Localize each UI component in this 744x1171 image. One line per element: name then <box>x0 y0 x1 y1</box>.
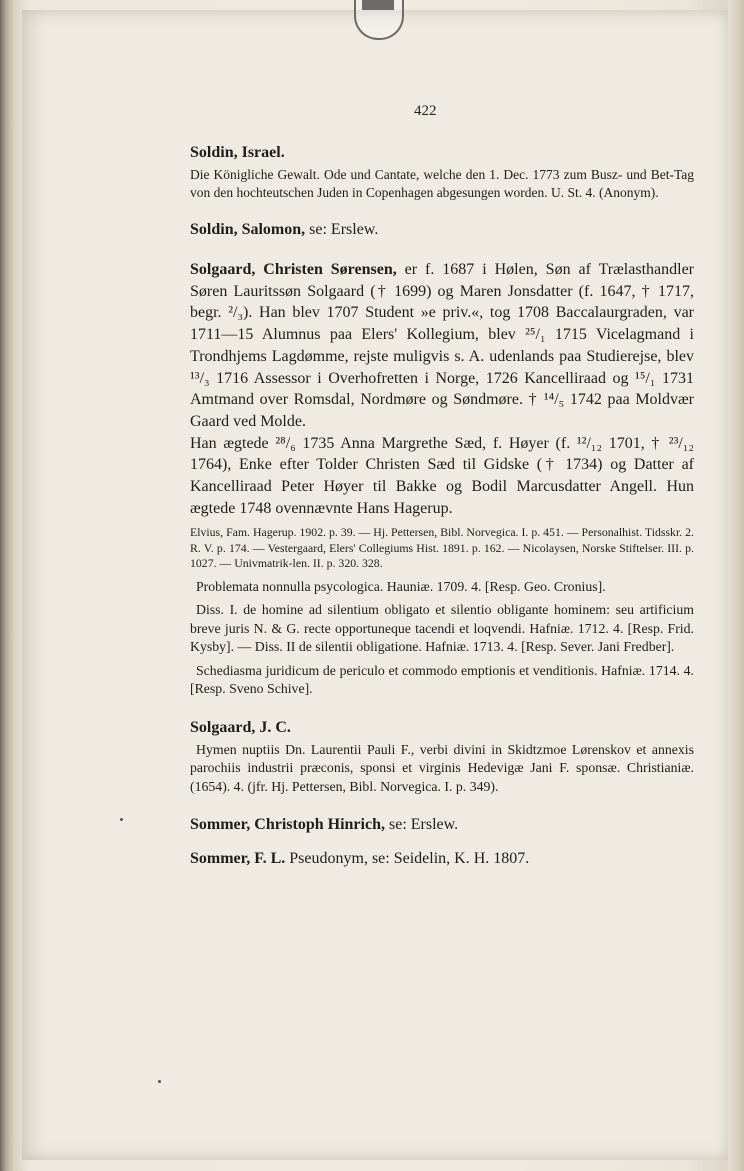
entry-heading <box>190 848 694 870</box>
entry-text: Die Königliche Gewalt. Ode und Cantate, welche den 1. Dec. 1773 zum Busz- und Bet-Tag von den hochteutschen Juden in Copenhagen abgesungen worden. U. St. 4. (Anonym). <box>190 167 694 200</box>
work-item: Problemata nonnulla psycologica. Hauniæ. 1709. 4. [Resp. Geo. Cronius]. <box>196 578 606 594</box>
entry-reference: Pseudonym, se: Seidelin, K. H. 1807. <box>285 850 530 868</box>
entry-sommer-christoph <box>190 814 694 836</box>
biography-paragraph-marriage: Han ægtede ²⁸/₆ 1735 Anna Margrethe Sæd, f. Høyer (f. ¹²/₁₂ 1701, † ²³/₁₂ 1764), Enke efter Tolder Christen Sæd til Gidske († 1734) og Datter af Kancelliraad Peter Høyer til Bakke og Bodil Marcusdatter Angell. Hun ægtede 1748 ovennævnte Hans Hagerup. <box>190 434 694 517</box>
biography-text: er f. 1687 i Hølen, Søn af Trælasthandler Søren Lauritssøn Solgaard († 1699) og Maren Jonsdatter (f. 1647, † 1717, begr. ²/₃). Han blev 1707 Student »e priv.«, tog 1708 Baccalaurgraden, var 1711—15 Alumnus paa Elers' Kollegium, blev ²⁵/₁ 1715 Vicelagmand i Trondhjems Lagdømme, rejste muligvis s. A. udenlands paa Studierejse, blev ¹³/₃ 1716 Assessor i Overhofretten i Norge, 1726 Kancelliraad og ¹⁵/₁ 1731 Amtmand over Romsdal, Nordmøre og Søndmøre. † ¹⁴/₅ 1742 paa Moldvær Gaard ved Molde. <box>190 261 694 430</box>
entry-reference: se: Erslew. <box>305 221 379 238</box>
entry-name: Sommer, F. L. <box>190 850 286 868</box>
entry-reference: se: Erslew. <box>384 816 459 834</box>
entry-heading <box>190 814 694 836</box>
entry-name: Sommer, Christoph Hinrich, <box>190 816 385 834</box>
entry-solgaard-christen <box>190 259 694 699</box>
entry-text: Hymen nuptiis Dn. Laurentii Pauli F., verbi divini in Skidtzmoe Lørenskov et annexis parochiis industrii præconis, sponsi et virginis Hedevigæ Jani F. sponsæ. Christianiæ. (1654). 4. (jfr. Hj. Pettersen, Bibl. Norvegica. I. p. 349). <box>190 741 694 794</box>
entry-heading: Solgaard, J. C. <box>190 718 291 736</box>
entry-soldin-salomon <box>190 219 694 241</box>
entry-heading <box>190 219 694 241</box>
page-content <box>190 142 694 888</box>
entry-references: Elvius, Fam. Hagerup. 1902. p. 39. — Hj. Pettersen, Bibl. Norvegica. I. p. 451. — Personalhist. Tidsskr. 2. R. V. p. 174. — Vestergaard, Elers' Collegiums Hist. 1891. p. 162. — Nicolaysen, Norske Stiftelser. III. p. 1027. — Univmatrik-len. II. p. 320. 328. <box>190 525 694 571</box>
entry-sommer-fl <box>190 848 694 870</box>
entry-name: Soldin, Salomon, <box>190 221 306 238</box>
page-number: 422 <box>414 103 437 119</box>
entry-biography <box>190 259 694 519</box>
page-edge <box>728 0 744 1171</box>
entry-heading: Soldin, Israel. <box>190 144 285 161</box>
speck <box>120 818 123 821</box>
biography-paragraph <box>190 259 694 433</box>
entry-name: Solgaard, Christen Sørensen, <box>190 261 397 278</box>
work-item: Diss. I. de homine ad silentium obligato et silentio obligante hominem: seu artificium breve juris N. & G. recte opportuneque tacendi et loqvendi. Hafniæ. 1712. 4. [Resp. Frid. Kysby]. — Diss. II de silentii obligatione. Hafniæ. 1713. 4. [Resp. Sever. Jani Fredber]. <box>190 602 694 655</box>
speck <box>158 1080 161 1083</box>
work-item: Schediasma juridicum de periculo et commodo emptionis et venditionis. Hafniæ. 1714. 4. [Resp. Sveno Schive]. <box>190 662 694 697</box>
entry-solgaard-jc <box>190 717 694 797</box>
entry-soldin-israel <box>190 142 694 201</box>
